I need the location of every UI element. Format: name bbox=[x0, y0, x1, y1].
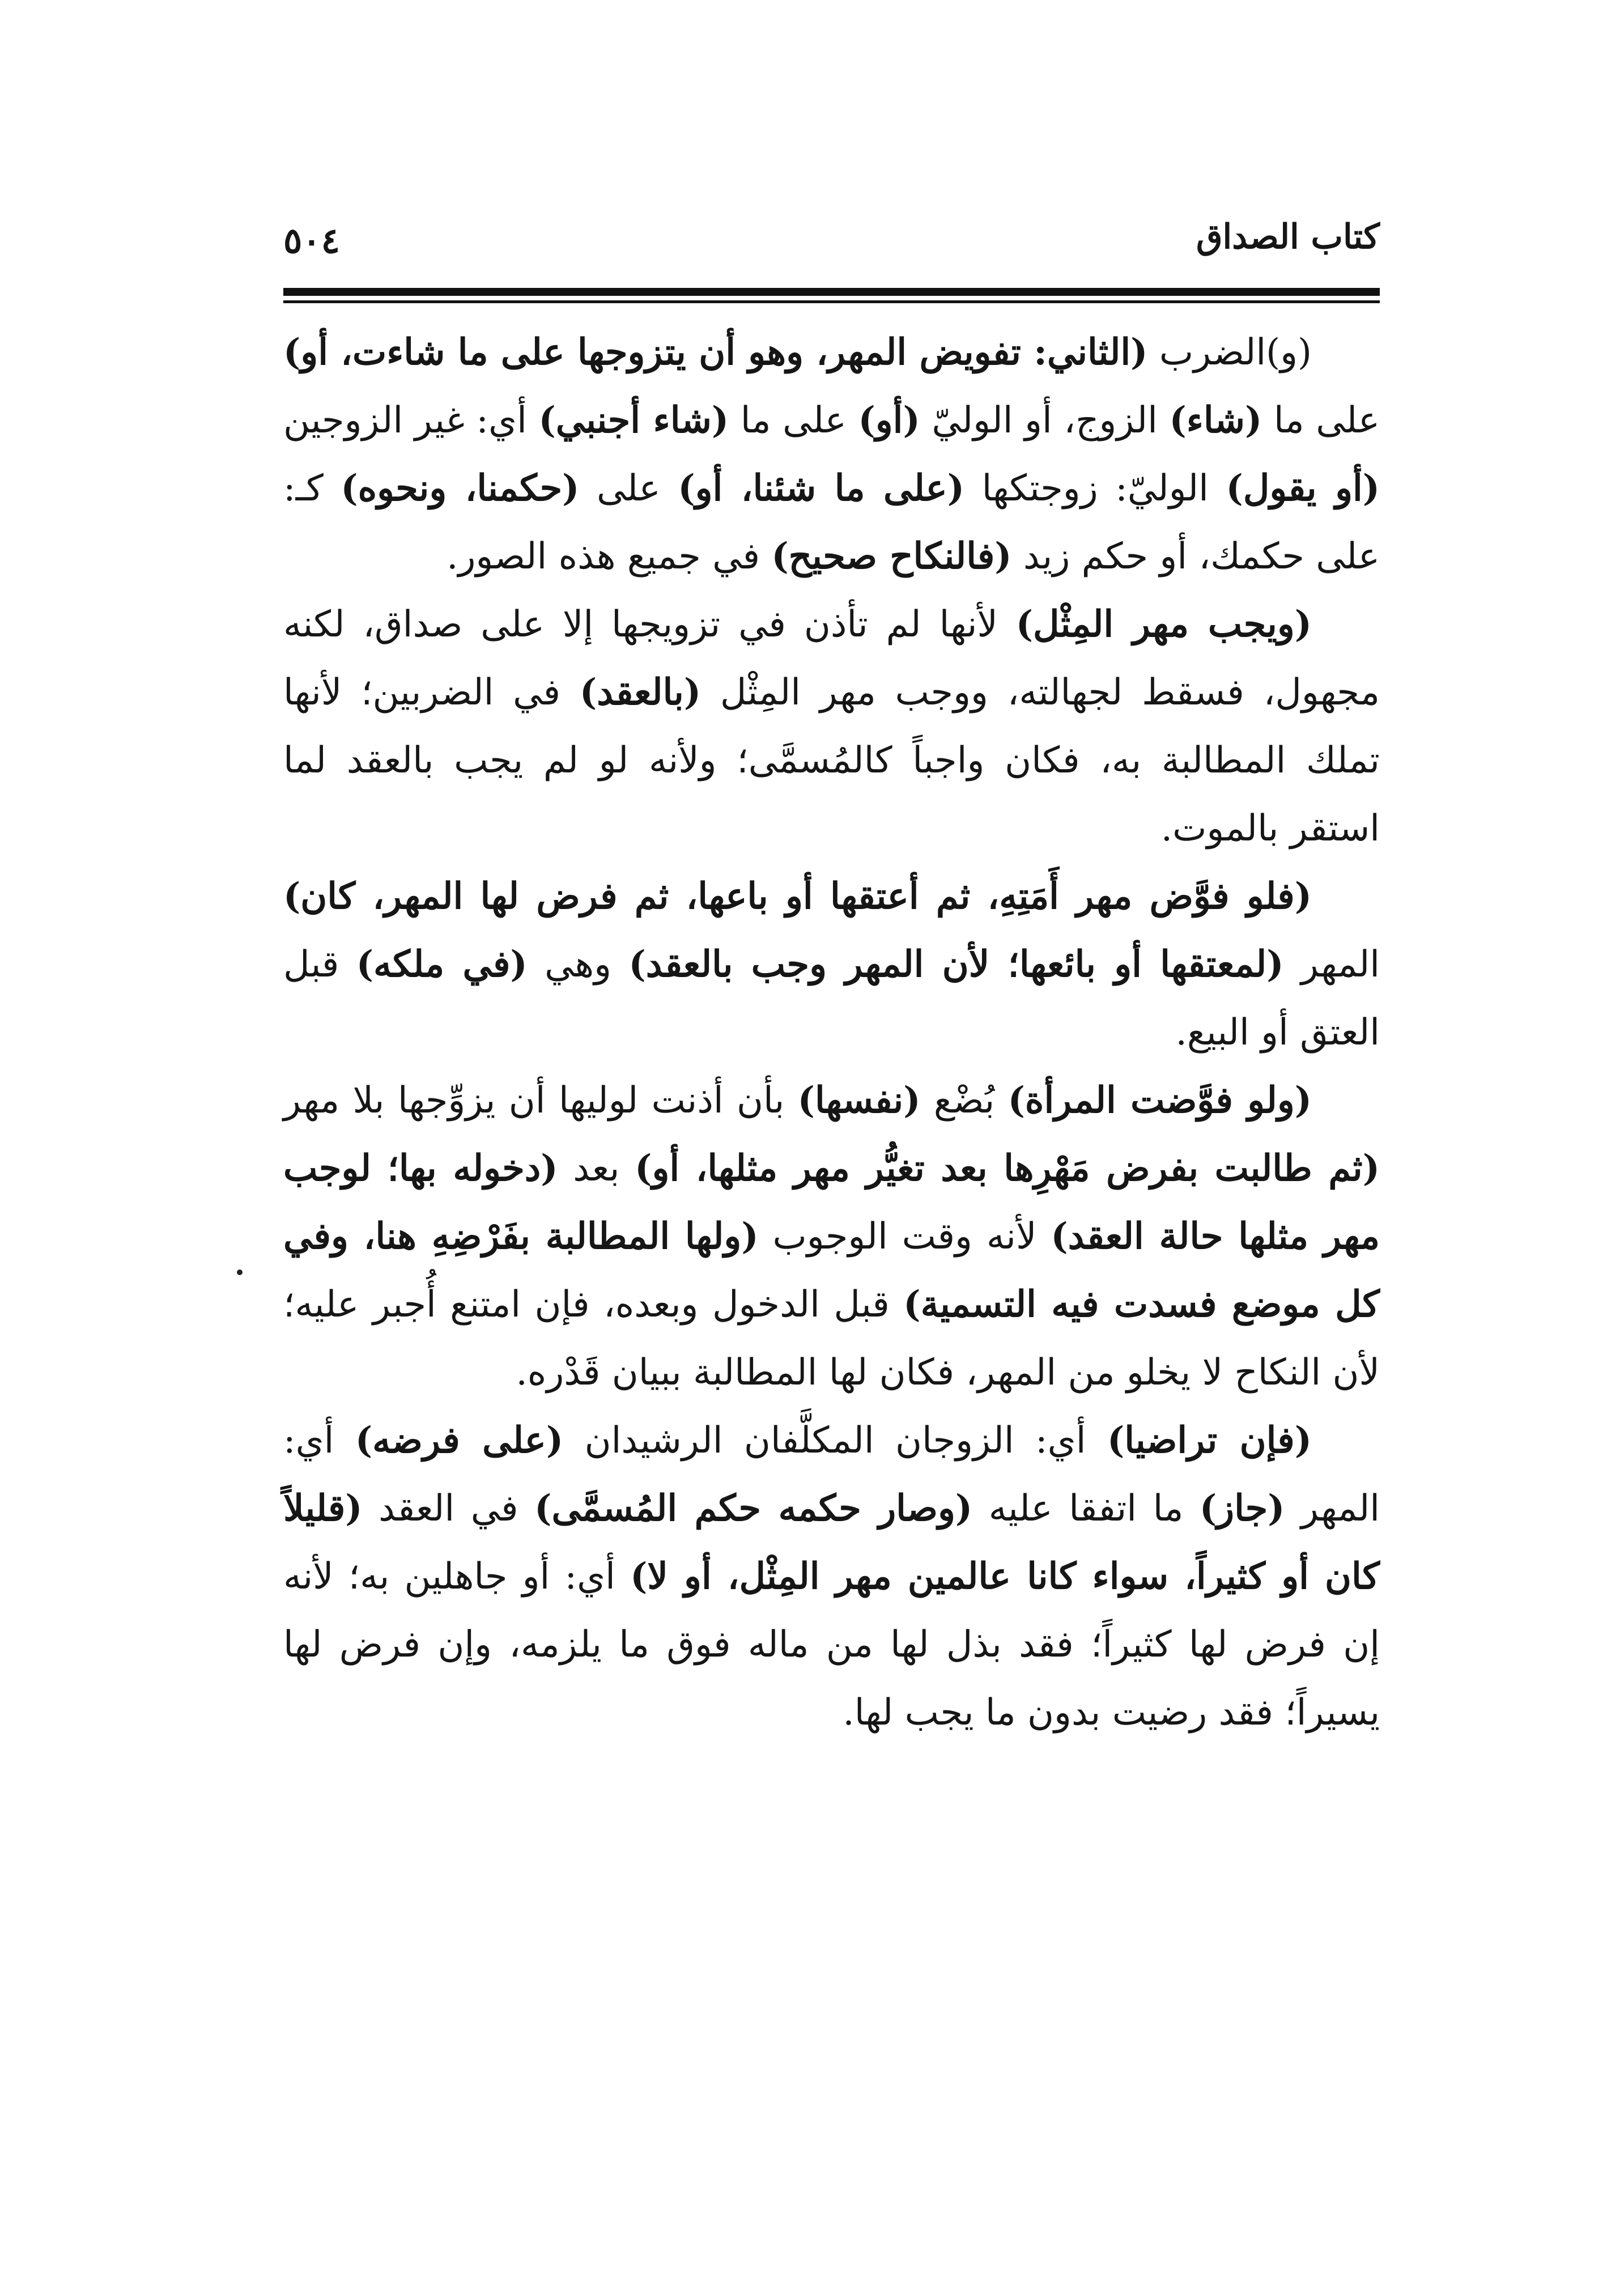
sharh-text: قبل الدخول وبعده، فإن امتنع أُجبر عليه؛ لأن النكاح لا يخلو من المهر، فكان لها المطالبة ببيان قَدْره. bbox=[283, 1284, 1380, 1394]
sharh-text: وهي bbox=[527, 944, 629, 986]
matn-text: (شاء أجنبي) bbox=[538, 399, 729, 441]
sharh-text: بعد bbox=[558, 1148, 635, 1190]
matn-text: (لمعتقها أو بائعها؛ لأن المهر وجب بالعقد) bbox=[628, 943, 1284, 986]
matn-text: (فإن تراضيا) bbox=[1107, 1419, 1312, 1462]
matn-text: (على فرضه) bbox=[355, 1419, 564, 1462]
header-rule-thick bbox=[283, 288, 1380, 296]
matn-text: (أو) bbox=[858, 399, 920, 441]
margin-dot bbox=[237, 1269, 243, 1275]
header-rule-thin bbox=[283, 300, 1380, 303]
sharh-text: في العقد bbox=[362, 1488, 535, 1530]
sharh-text: الوليّ: زوجتكها bbox=[964, 468, 1226, 509]
matn-text: (فلو فوَّض مهر أَمَتِهِ، ثم أعتقها أو باعها، ثم فرض لها المهر، كان) bbox=[283, 875, 1312, 918]
book-title: كتاب الصداق bbox=[1196, 217, 1380, 257]
paragraph bbox=[283, 1407, 1380, 1747]
matn-text: (ثم طالبت بفرض مَهْرِها بعد تغيُّر مهر مثلها، أو) bbox=[635, 1147, 1380, 1190]
sharh-text: الضرب bbox=[1147, 332, 1266, 373]
paragraph bbox=[283, 319, 1380, 591]
sharh-text: على ما bbox=[1262, 400, 1380, 441]
matn-text: (وصار حكمه حكم المُسمَّى) bbox=[534, 1487, 973, 1530]
matn-text: (ويجب مهر المِثْل) bbox=[1015, 603, 1312, 646]
sharh-text: (و) bbox=[1266, 332, 1312, 373]
matn-text: (دخوله بها؛ لوجب مهر مثلها حالة العقد) bbox=[283, 1147, 1380, 1258]
sharh-text: بُضْع bbox=[920, 1080, 1008, 1122]
sharh-text: لأنها لم تأذن في تزويجها إلا على صداق، لكنه مجهول، فسقط لجهالته، ووجب مهر المِثْل bbox=[283, 604, 1380, 714]
paragraph bbox=[283, 863, 1380, 1067]
matn-text: (قليلاً كان أو كثيراً، سواء كانا عالمين مهر المِثْل، أو لا) bbox=[283, 1487, 1380, 1598]
sharh-text: كـ: على حكمك، أو حكم زيد bbox=[283, 468, 1380, 578]
paragraph bbox=[283, 1067, 1380, 1407]
matn-text: (بالعقد) bbox=[579, 671, 702, 714]
paragraph bbox=[283, 591, 1380, 863]
matn-text: (ولها المطالبة بفَرْضِهِ هنا، وفي كل موضع فسدت فيه التسمية) bbox=[283, 1215, 1380, 1326]
page-header bbox=[283, 215, 1380, 300]
sharh-text: قبل العتق أو البيع. bbox=[283, 944, 1380, 1054]
sharh-text: على ما bbox=[729, 400, 858, 441]
sharh-text: في جميع هذه الصور. bbox=[447, 536, 772, 578]
sharh-text: في الضربين؛ لأنها تملك المطالبة به، فكان واجباً كالمُسمَّى؛ ولأنه لو لم يجب بالعقد لما استقر بالموت. bbox=[283, 672, 1380, 850]
matn-text: (نفسها) bbox=[797, 1079, 921, 1122]
matn-text: (جاز) bbox=[1199, 1487, 1285, 1530]
body-text bbox=[283, 319, 1380, 1747]
page-number: ٥٠٤ bbox=[283, 220, 340, 261]
book-page bbox=[283, 215, 1380, 2142]
matn-text: (على ما شئنا، أو) bbox=[678, 467, 965, 509]
matn-text: (أو يقول) bbox=[1226, 467, 1380, 509]
matn-text: (شاء) bbox=[1169, 399, 1262, 441]
sharh-text: الزوج، أو الوليّ bbox=[920, 400, 1170, 441]
sharh-text: أي: المهر bbox=[283, 1420, 1380, 1530]
sharh-text: أي: الزوجان المكلَّفان الرشيدان bbox=[563, 1420, 1107, 1462]
matn-text: (ولو فوَّضت المرأة) bbox=[1007, 1079, 1312, 1122]
sharh-text: أي: أو جاهلين به؛ لأنه إن فرض لها كثيراً؛ فقد بذل لها من ماله فوق ما يلزمه، وإن فرض لها يسيراً؛ فقد رضيت بدون ما يجب لها. bbox=[283, 1556, 1380, 1734]
matn-text: (في ملكه) bbox=[356, 943, 528, 986]
sharh-text: أي: غير الزوجين bbox=[283, 400, 539, 441]
matn-text: (حكمنا، ونحوه) bbox=[341, 467, 580, 509]
matn-text: (فالنكاح صحيح) bbox=[771, 535, 1012, 578]
matn-text: (الثاني: تفويض المهر، وهو أن يتزوجها على ما شاءت، أو) bbox=[283, 331, 1148, 373]
sharh-text: لأنه وقت الوجوب bbox=[758, 1216, 1051, 1258]
sharh-text: بأن أذنت لوليها أن يزوِّجها بلا مهر bbox=[283, 1080, 798, 1122]
sharh-text: على bbox=[579, 468, 678, 509]
sharh-text: المهر bbox=[1283, 944, 1380, 986]
sharh-text: ما اتفقا عليه bbox=[972, 1488, 1200, 1530]
